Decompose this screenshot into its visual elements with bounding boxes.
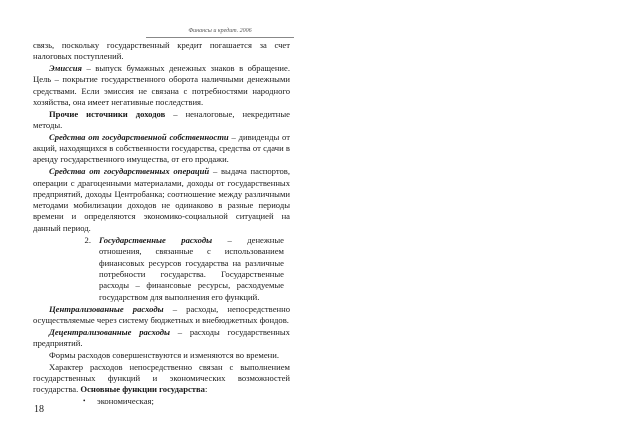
paragraph-centralized: Централизованные расходы – расходы, непосредственно осуществляемые через систему бюджетных и внебюджетных фондов. xyxy=(33,303,290,326)
paragraph-state-property: Средства от государственной собственности – дивиденды от акций, находящихся в собственности государства, средства от сдачи в аренду государственного имущества, от его продажи. xyxy=(33,131,290,165)
body-text xyxy=(33,40,290,408)
paragraph-emission: Эмиссия – выпуск бумажных денежных знаков в обращение. Цель – покрытие государственного оборота наличными денежными средствами. Если эмиссия не связана с потребностями народного хозяйства, она имеет негативные последствия. xyxy=(33,63,290,107)
paragraph-1: связь, поскольку государственный кредит погашается за счет налоговых поступлений. xyxy=(33,40,290,62)
running-header: Финансы и кредит. 2006 xyxy=(188,28,252,34)
item-number: 2. xyxy=(84,235,91,246)
paragraph-other-sources: Прочие источники доходов – неналоговые, некредитные методы. xyxy=(33,108,290,131)
term-state-operations: Средства от государственных операций xyxy=(49,166,210,177)
term-main-functions: Основные функции государства xyxy=(80,384,205,395)
paragraph-forms: Формы расходов совершенствуются и изменяются во времени. xyxy=(49,350,280,361)
page-number: 18 xyxy=(34,404,44,415)
paragraph-functions: Характер расходов непосредственно связан с выполнением государственных функций и экономических возможностей государства. Основные функции государства: xyxy=(33,361,290,395)
term-emission: Эмиссия xyxy=(49,63,82,74)
term-centralized: Централизованные расходы xyxy=(49,303,164,314)
term-other-sources: Прочие источники доходов xyxy=(49,108,166,119)
numbered-item-2: 2. Государственные расходы – денежные отношения, связанные с использованием финансовых ресурсов государства на различные потребности государства. Государственные расходы – финансовые ресурсы, расходуемые государством для выполнения его функций. xyxy=(33,235,290,303)
term-state-expenses: Государственные расходы xyxy=(99,235,213,246)
term-decentralized: Децентрализованные расходы xyxy=(49,326,170,337)
paragraph-decentralized: Децентрализованные расходы – расходы государственных предприятий. xyxy=(33,326,290,349)
bullet-item-economic: • экономическая; xyxy=(83,396,154,407)
paragraph-state-operations: Средства от государственных операций – выдача паспортов, операции с драгоценными материалами, доходы от государственных предприятий, доходы Центробанка; соотношение между различными методами мобилизации доходов не одинаково в разные периоды времени и определяются экономико-социальной ситуацией на данный период. xyxy=(33,166,290,233)
header-rule xyxy=(146,37,294,38)
term-state-property: Средства от государственной собственности xyxy=(49,131,229,142)
bullet-icon: • xyxy=(83,397,86,406)
